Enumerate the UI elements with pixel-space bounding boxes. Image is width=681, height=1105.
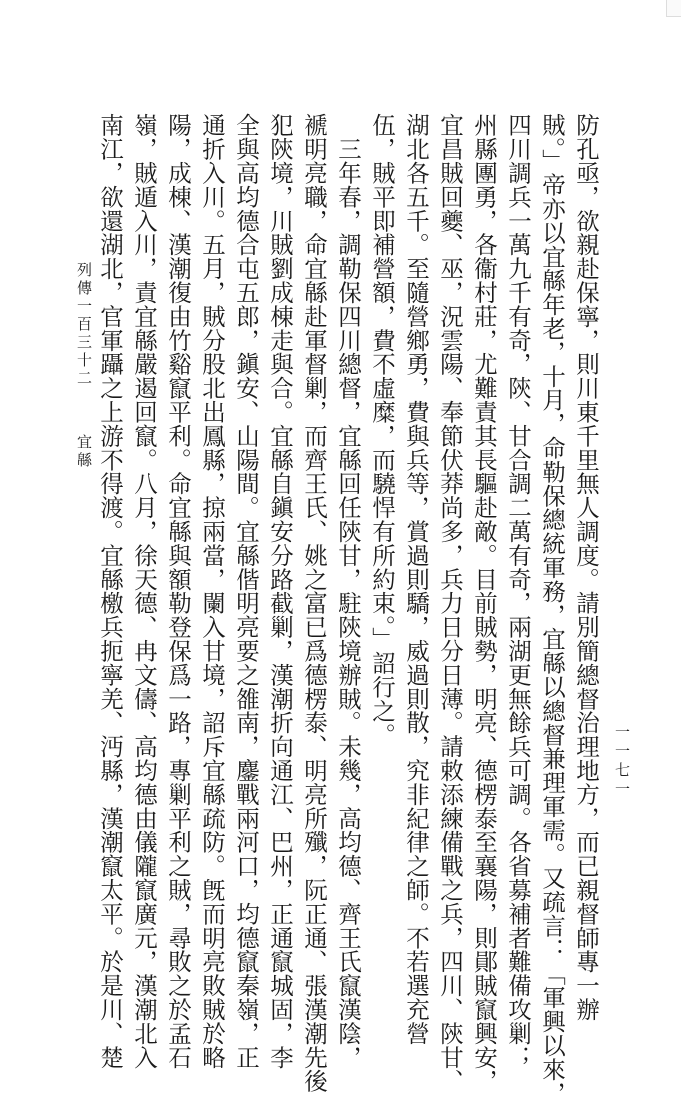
text-line-11: 全與高均德合屯五郎，鎭安、山陽間。宜緜偕明亮要之雒南，鏖戰兩河口，均德竄秦嶺，正 [232, 113, 260, 1069]
header-chapter: 列傳一百三十二 [75, 262, 93, 388]
text-line-8: 三年春，調勒保四川總督，宜緜回任陝甘，駐陝境辦賊。未幾，高均德、齊王氏竄漢陰， [334, 113, 362, 1069]
text-line-1: 防孔亟，欲親赴保寧，則川東千里無人調度。請別簡總督治理地方，而已親督師專一辦 [572, 113, 600, 1022]
text-line-6: 湖北各五千。至隨營鄉勇，費與兵等，賞過則驕，威過則散，究非紀律之師。不若選充營 [402, 113, 430, 1046]
page-number: 一一七一 [613, 724, 631, 800]
running-header [76, 262, 92, 470]
text-line-7: 伍，賊平即補營額，費不虛糜，而驍悍有所約束。」詔行之。 [368, 113, 396, 747]
text-line-15: 南江，欲還湖北，官軍躡之上游不得渡。宜緜檄兵扼寧羌、沔縣，漢潮竄太平。於是川、楚 [96, 113, 124, 1069]
page-corner [666, 0, 681, 17]
text-line-2: 賊。」帝亦以宜緜年老，十月，命勒保總統軍務，宜緜以總督兼理軍需。又疏言：「軍興以來， [538, 113, 566, 1105]
text-line-5: 宜昌賊回夔、巫，況雲陽、奉節伏莽尚多，兵力日分日薄。請敕添練備戰之兵，四川、陝甘、 [436, 113, 464, 1093]
header-name: 宜緜 [75, 434, 93, 470]
text-line-4: 州縣團勇，各衞村莊，尤難責其長驅赴敵。目前賊勢，明亮、德楞泰至襄陽，則鄖賊竄興安， [470, 113, 498, 1093]
text-line-3: 四川調兵一萬九千有奇，陝、甘合調二萬有奇，兩湖更無餘兵可調。各省募補者難備攻剿； [504, 113, 532, 1069]
text-line-9: 褫明亮職，命宜緜赴軍督剿，而齊王氏、姚之富已爲德楞泰、明亮所殲，阮正通、張漢潮先後 [300, 113, 328, 1093]
text-line-14: 嶺，賊遁入川，責宜緜嚴遏回竄。八月，徐天德、冉文儔、高均德由儀隴竄廣元，漢潮北入 [130, 113, 158, 1069]
text-line-12: 通折入川。五月，賊分股北出鳳縣，掠兩當，闌入甘境，詔斥宜緜疏防。旣而明亮敗賊於略 [198, 113, 226, 1069]
text-line-10: 犯陝境，川賊劉成棟走與合。宜緜自鎭安分路截剿，漢潮折向通江、巴州，正通竄城固，李 [266, 113, 294, 1069]
text-line-13: 陽，成棟、漢潮復由竹谿竄平利。命宜緜與額勒登保爲一路，專剿平利之賊，尋敗之於孟石 [164, 113, 192, 1069]
